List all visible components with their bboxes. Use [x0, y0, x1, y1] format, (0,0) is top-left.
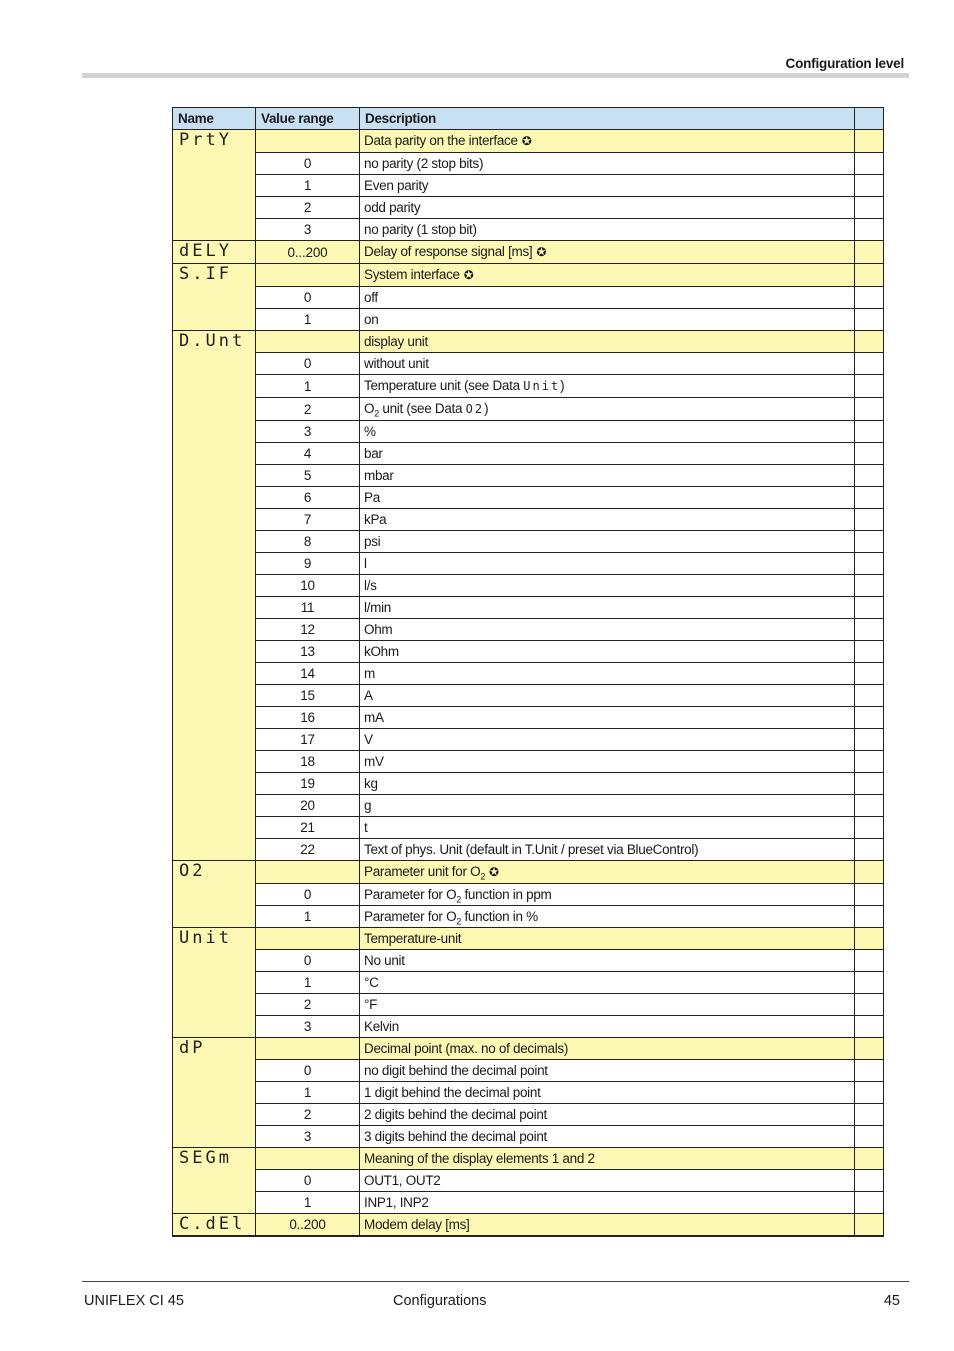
- option-value: 22: [256, 839, 360, 861]
- table-row: [173, 575, 884, 597]
- extra-cell: [855, 487, 884, 509]
- value-range-cell: [256, 861, 360, 884]
- table-row: [173, 1192, 884, 1214]
- section-description-cell: [360, 1214, 855, 1237]
- option-value: 11: [256, 597, 360, 619]
- parameter-code: SEGm: [179, 1148, 232, 1168]
- table-row: [173, 773, 884, 795]
- extra-cell: [855, 353, 884, 375]
- extra-cell: [855, 509, 884, 531]
- option-text: Temperature unit (see Data: [364, 378, 520, 393]
- option-text-continued: function in ppm: [461, 887, 552, 902]
- table-row: [173, 421, 884, 443]
- option-text: °F: [364, 997, 378, 1012]
- option-value: 17: [256, 729, 360, 751]
- section-description-cell: [360, 241, 855, 264]
- value-range-cell: [256, 331, 360, 353]
- subscript: 2: [374, 408, 379, 419]
- option-description-cell: [360, 398, 855, 421]
- option-description-cell: [360, 950, 855, 972]
- extra-cell: [855, 994, 884, 1016]
- option-value: 3: [256, 1016, 360, 1038]
- option-text: Even parity: [364, 178, 429, 193]
- extra-cell: [855, 972, 884, 994]
- option-description-cell: [360, 994, 855, 1016]
- extra-cell: [855, 1170, 884, 1192]
- option-text: kPa: [364, 512, 387, 527]
- option-description-cell: [360, 421, 855, 443]
- option-description-cell: [360, 1060, 855, 1082]
- table-row: [173, 751, 884, 773]
- header-value-range: Value range: [256, 108, 360, 130]
- option-description-cell: [360, 353, 855, 375]
- configurable-marker-icon: ✪: [463, 268, 474, 282]
- extra-cell: [855, 1214, 884, 1237]
- section-description: Modem delay [ms]: [364, 1217, 470, 1232]
- table-row: [173, 287, 884, 309]
- section-description: display unit: [364, 334, 428, 349]
- extra-cell: [855, 663, 884, 685]
- parameter-code-cell: [173, 130, 256, 241]
- configuration-table: [172, 107, 884, 1237]
- option-text: %: [364, 424, 376, 439]
- option-value: 19: [256, 773, 360, 795]
- header-rule: [82, 73, 909, 78]
- table-row: [173, 153, 884, 175]
- subscript: 2: [480, 871, 486, 882]
- option-description-cell: [360, 487, 855, 509]
- extra-cell: [855, 884, 884, 906]
- option-value: 2: [256, 398, 360, 421]
- option-value: 1: [256, 309, 360, 331]
- section-row: [173, 1148, 884, 1170]
- option-text: No unit: [364, 953, 405, 968]
- header-title: Configuration level: [785, 56, 904, 71]
- option-text: Kelvin: [364, 1019, 399, 1034]
- option-description-cell: [360, 287, 855, 309]
- section-row: [173, 1214, 884, 1237]
- table-header-row: [173, 108, 884, 130]
- extra-cell: [855, 1126, 884, 1148]
- section-description-cell: [360, 1038, 855, 1060]
- option-value: 0: [256, 1170, 360, 1192]
- value-range-cell: 0...200: [256, 241, 360, 264]
- option-value: 8: [256, 531, 360, 553]
- option-description-cell: [360, 729, 855, 751]
- table-row: [173, 309, 884, 331]
- table-row: [173, 465, 884, 487]
- option-suffix: ): [560, 378, 565, 393]
- option-text: l/min: [364, 600, 392, 615]
- extra-cell: [855, 729, 884, 751]
- option-description-cell: [360, 1082, 855, 1104]
- section-description: Parameter unit for O: [364, 864, 481, 879]
- option-text: INP1, INP2: [364, 1195, 429, 1210]
- table-row: [173, 197, 884, 219]
- extra-cell: [855, 861, 884, 884]
- section-description: Decimal point (max. no of decimals): [364, 1041, 569, 1056]
- option-value: 6: [256, 487, 360, 509]
- table-row: [173, 398, 884, 421]
- footer-product: UNIFLEX CI 45: [84, 1293, 184, 1309]
- parameter-code-cell: [173, 241, 256, 264]
- option-text: without unit: [364, 356, 429, 371]
- extra-cell: [855, 773, 884, 795]
- extra-cell: [855, 575, 884, 597]
- option-description-cell: [360, 773, 855, 795]
- section-row: [173, 928, 884, 950]
- section-description-cell: [360, 331, 855, 353]
- section-description: System interface: [364, 267, 460, 282]
- table-row: [173, 839, 884, 861]
- extra-cell: [855, 287, 884, 309]
- extra-cell: [855, 685, 884, 707]
- table-row: [173, 443, 884, 465]
- option-text: on: [364, 312, 379, 327]
- option-value: 2: [256, 197, 360, 219]
- option-value: 0: [256, 153, 360, 175]
- subscript: 2: [456, 894, 461, 905]
- option-description-cell: [360, 817, 855, 839]
- option-value: 9: [256, 553, 360, 575]
- table-row: [173, 531, 884, 553]
- table-row: [173, 950, 884, 972]
- table-row: [173, 175, 884, 197]
- table-row: [173, 1060, 884, 1082]
- option-value: 0: [256, 353, 360, 375]
- table-row: [173, 972, 884, 994]
- option-text-continued: function in %: [461, 909, 538, 924]
- option-description-cell: [360, 663, 855, 685]
- option-text: odd parity: [364, 200, 421, 215]
- option-text: mA: [364, 710, 384, 725]
- extra-cell: [855, 375, 884, 398]
- option-description-cell: [360, 219, 855, 241]
- section-row: [173, 331, 884, 353]
- section-row: [173, 241, 884, 264]
- option-text: bar: [364, 446, 383, 461]
- parameter-code: dELY: [179, 241, 232, 261]
- extra-cell: [855, 421, 884, 443]
- extra-cell: [855, 130, 884, 153]
- option-value: 3: [256, 219, 360, 241]
- option-value: 21: [256, 817, 360, 839]
- extra-cell: [855, 443, 884, 465]
- option-text: OUT1, OUT2: [364, 1173, 441, 1188]
- option-text: no parity (1 stop bit): [364, 222, 477, 237]
- option-value: 2: [256, 1104, 360, 1126]
- section-description-cell: [360, 928, 855, 950]
- option-value: 0: [256, 950, 360, 972]
- section-description: Temperature-unit: [364, 931, 462, 946]
- option-text: m: [364, 666, 375, 681]
- option-value: 0: [256, 1060, 360, 1082]
- parameter-code-cell: [173, 264, 256, 331]
- option-value: 2: [256, 994, 360, 1016]
- extra-cell: [855, 619, 884, 641]
- footer-page-number: 45: [883, 1293, 900, 1309]
- table-row: [173, 375, 884, 398]
- extra-cell: [855, 751, 884, 773]
- extra-cell: [855, 795, 884, 817]
- extra-cell: [855, 817, 884, 839]
- table-row: [173, 1170, 884, 1192]
- value-range-cell: [256, 264, 360, 287]
- parameter-code-cell: [173, 928, 256, 1038]
- parameter-code: S.IF: [179, 264, 232, 284]
- option-value: 20: [256, 795, 360, 817]
- table-row: [173, 219, 884, 241]
- extra-cell: [855, 241, 884, 264]
- option-text: Ohm: [364, 622, 393, 637]
- option-description-cell: [360, 1192, 855, 1214]
- option-description-cell: [360, 375, 855, 398]
- option-text: off: [364, 290, 378, 305]
- header-name: Name: [173, 108, 256, 130]
- section-description: Meaning of the display elements 1 and 2: [364, 1151, 595, 1166]
- option-value: 5: [256, 465, 360, 487]
- table-row: [173, 729, 884, 751]
- extra-cell: [855, 264, 884, 287]
- table-row: [173, 685, 884, 707]
- table-row: [173, 817, 884, 839]
- option-description-cell: [360, 619, 855, 641]
- option-description-cell: [360, 575, 855, 597]
- option-description-cell: [360, 707, 855, 729]
- configurable-marker-icon: ✪: [489, 865, 499, 879]
- extra-cell: [855, 1016, 884, 1038]
- option-text: no digit behind the decimal point: [364, 1063, 548, 1078]
- table-row: [173, 1082, 884, 1104]
- footer-section: Configurations: [393, 1293, 487, 1309]
- extra-cell: [855, 331, 884, 353]
- value-range-cell: 0..200: [256, 1214, 360, 1237]
- option-text: g: [364, 798, 372, 813]
- option-description-cell: [360, 531, 855, 553]
- section-description-cell: [360, 130, 855, 153]
- extra-cell: [855, 398, 884, 421]
- option-description-cell: [360, 309, 855, 331]
- option-text: A: [364, 688, 373, 703]
- option-text: l: [364, 556, 367, 571]
- option-value: 3: [256, 421, 360, 443]
- extra-cell: [855, 1082, 884, 1104]
- option-value: 15: [256, 685, 360, 707]
- extra-cell: [855, 219, 884, 241]
- option-value: 3: [256, 1126, 360, 1148]
- value-range-cell: [256, 1148, 360, 1170]
- header-description: Description: [360, 108, 855, 130]
- option-description-cell: [360, 1016, 855, 1038]
- option-value: 0: [256, 287, 360, 309]
- option-description-cell: [360, 509, 855, 531]
- option-text: no parity (2 stop bits): [364, 156, 484, 171]
- value-range-cell: [256, 130, 360, 153]
- table-row: [173, 509, 884, 531]
- parameter-code: C.dEl: [179, 1214, 246, 1234]
- option-text: l/s: [364, 578, 377, 593]
- extra-cell: [855, 1148, 884, 1170]
- extra-cell: [855, 1104, 884, 1126]
- value-range-cell: [256, 1038, 360, 1060]
- option-value: 18: [256, 751, 360, 773]
- table-row: [173, 994, 884, 1016]
- section-description-cell: [360, 861, 855, 884]
- inline-parameter-code: O2: [465, 402, 485, 416]
- parameter-code: D.Unt: [179, 331, 246, 351]
- extra-cell: [855, 175, 884, 197]
- option-text: Text of phys. Unit (default in T.Unit / preset via BlueControl): [364, 842, 699, 857]
- option-description-cell: [360, 197, 855, 219]
- parameter-code: O2: [179, 861, 206, 881]
- section-row: [173, 130, 884, 153]
- option-text: 3 digits behind the decimal point: [364, 1129, 547, 1144]
- table-row: [173, 619, 884, 641]
- section-row: [173, 1038, 884, 1060]
- option-value: 12: [256, 619, 360, 641]
- section-description: Data parity on the interface: [364, 133, 518, 148]
- parameter-code-cell: [173, 861, 256, 928]
- option-text: 1 digit behind the decimal point: [364, 1085, 541, 1100]
- table-row: [173, 353, 884, 375]
- option-value: 0: [256, 884, 360, 906]
- extra-cell: [855, 1060, 884, 1082]
- option-description-cell: [360, 641, 855, 663]
- option-text: t: [364, 820, 368, 835]
- table-row: [173, 906, 884, 928]
- option-value: 10: [256, 575, 360, 597]
- option-value: 1: [256, 375, 360, 398]
- inline-parameter-code: Unit: [523, 379, 561, 393]
- table-row: [173, 884, 884, 906]
- option-value: 13: [256, 641, 360, 663]
- option-description-cell: [360, 1104, 855, 1126]
- header-extra: [855, 108, 884, 130]
- option-text: O: [364, 401, 375, 416]
- option-value: 1: [256, 1192, 360, 1214]
- subscript: 2: [456, 916, 461, 927]
- option-value: 1: [256, 1082, 360, 1104]
- parameter-code-cell: [173, 1214, 256, 1237]
- option-description-cell: [360, 465, 855, 487]
- option-description-cell: [360, 795, 855, 817]
- table-row: [173, 795, 884, 817]
- table-row: [173, 1126, 884, 1148]
- option-description-cell: [360, 1126, 855, 1148]
- parameter-code: Unit: [179, 928, 232, 948]
- option-text: Pa: [364, 490, 380, 505]
- option-description-cell: [360, 175, 855, 197]
- extra-cell: [855, 197, 884, 219]
- option-text: mV: [364, 754, 384, 769]
- configurable-marker-icon: ✪: [536, 245, 547, 259]
- parameter-code-cell: [173, 331, 256, 861]
- extra-cell: [855, 839, 884, 861]
- section-description: Delay of response signal [ms]: [364, 244, 533, 259]
- section-description-cell: [360, 264, 855, 287]
- table-row: [173, 1104, 884, 1126]
- option-description-cell: [360, 751, 855, 773]
- option-description-cell: [360, 1170, 855, 1192]
- option-text: °C: [364, 975, 379, 990]
- option-text-continued: unit (see Data: [378, 401, 463, 416]
- option-value: 1: [256, 972, 360, 994]
- extra-cell: [855, 928, 884, 950]
- extra-cell: [855, 465, 884, 487]
- value-range-cell: [256, 928, 360, 950]
- table-row: [173, 487, 884, 509]
- parameter-code: PrtY: [179, 130, 232, 150]
- table-row: [173, 597, 884, 619]
- parameter-code-cell: [173, 1148, 256, 1214]
- parameter-code: dP: [179, 1038, 206, 1058]
- option-value: 16: [256, 707, 360, 729]
- extra-cell: [855, 906, 884, 928]
- option-description-cell: [360, 884, 855, 906]
- table-row: [173, 707, 884, 729]
- extra-cell: [855, 950, 884, 972]
- section-row: [173, 264, 884, 287]
- option-description-cell: [360, 839, 855, 861]
- table-body: [173, 130, 884, 1237]
- option-text: Parameter for O: [364, 887, 457, 902]
- option-suffix: ): [484, 401, 489, 416]
- option-description-cell: [360, 597, 855, 619]
- option-value: 1: [256, 175, 360, 197]
- option-description-cell: [360, 153, 855, 175]
- option-description-cell: [360, 906, 855, 928]
- option-text: kOhm: [364, 644, 399, 659]
- footer-rule: [82, 1281, 909, 1282]
- option-text: V: [364, 732, 373, 747]
- option-value: 1: [256, 906, 360, 928]
- option-value: 14: [256, 663, 360, 685]
- extra-cell: [855, 309, 884, 331]
- option-value: 7: [256, 509, 360, 531]
- extra-cell: [855, 531, 884, 553]
- extra-cell: [855, 1038, 884, 1060]
- extra-cell: [855, 153, 884, 175]
- option-description-cell: [360, 972, 855, 994]
- section-description-cell: [360, 1148, 855, 1170]
- table-row: [173, 1016, 884, 1038]
- extra-cell: [855, 1192, 884, 1214]
- option-text: 2 digits behind the decimal point: [364, 1107, 547, 1122]
- option-description-cell: [360, 443, 855, 465]
- option-text: psi: [364, 534, 381, 549]
- extra-cell: [855, 641, 884, 663]
- option-value: 4: [256, 443, 360, 465]
- parameter-code-cell: [173, 1038, 256, 1148]
- table-row: [173, 553, 884, 575]
- option-text: mbar: [364, 468, 394, 483]
- extra-cell: [855, 553, 884, 575]
- section-row: [173, 861, 884, 884]
- extra-cell: [855, 707, 884, 729]
- option-text: Parameter for O: [364, 909, 457, 924]
- option-description-cell: [360, 553, 855, 575]
- configurable-marker-icon: ✪: [521, 134, 532, 148]
- table-row: [173, 641, 884, 663]
- option-description-cell: [360, 685, 855, 707]
- table-row: [173, 663, 884, 685]
- option-text: kg: [364, 776, 378, 791]
- extra-cell: [855, 597, 884, 619]
